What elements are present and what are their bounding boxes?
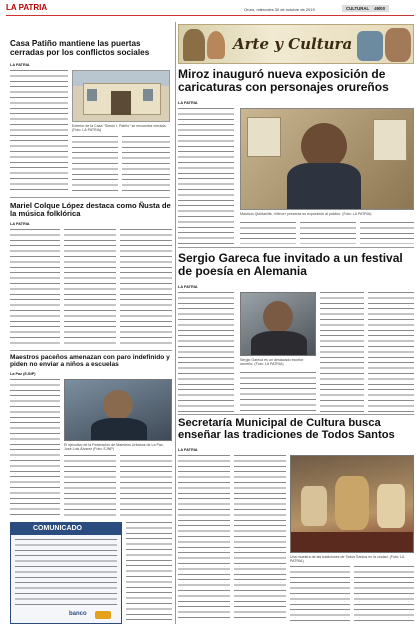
casa-patino-tag: LA PATRIA xyxy=(10,63,30,67)
miroz-text-col4 xyxy=(360,222,414,244)
mariel-text-col3 xyxy=(120,229,172,347)
miroz-tag: LA PATRIA xyxy=(178,101,198,105)
gareca-headline: Sergio Gareca fue invitado a un festival de poesía en Alemania xyxy=(178,251,403,278)
gareca-photo xyxy=(240,292,316,356)
todos-santos-photo xyxy=(290,455,414,553)
comunicado-box xyxy=(10,522,122,624)
mariel-text-col2 xyxy=(64,229,116,347)
section-name: CULTURAL xyxy=(346,6,369,11)
miroz-text-col2 xyxy=(240,222,296,244)
mariel-text-col1 xyxy=(10,229,60,347)
miroz-text-col1b xyxy=(178,216,234,244)
date-line: Oruro, miércoles 30 de octubre de 2019 xyxy=(244,7,315,12)
maestros-text-col4 xyxy=(126,522,172,622)
miroz-text-col1 xyxy=(178,108,234,212)
gareca-text-col4 xyxy=(368,292,414,412)
miroz-headline: Miroz inauguró nueva exposición de caricaturas con personajes orureños xyxy=(178,67,389,94)
todos-santos-text-col4 xyxy=(354,566,414,621)
todos-santos-text-col1 xyxy=(178,455,230,621)
mariel-headline: Mariel Colque López destaca como Ñusta de la música folklórica xyxy=(10,201,171,218)
arte-cultura-title: Arte y Cultura xyxy=(233,35,353,53)
comunicado-title: COMUNICADO xyxy=(33,525,82,532)
maestros-headline: Maestros paceños amenazan con paro indefinido y piden no enviar a niños a escuelas xyxy=(10,354,170,368)
casa-patino-text-col1 xyxy=(10,70,68,194)
section-label xyxy=(342,5,389,12)
comunicado-brand: banco xyxy=(69,611,87,617)
maestros-text-col2 xyxy=(64,455,116,519)
miroz-caption: Mauricio Quintanilla, «Miroz» presenta su exposición al público. (Foto: LA PATRIA) xyxy=(240,212,372,216)
miroz-text-col3 xyxy=(300,222,356,244)
gareca-text-col3 xyxy=(320,292,364,412)
mariel-tag: LA PATRIA xyxy=(10,222,30,226)
miroz-photo xyxy=(240,108,414,210)
todos-santos-text-col3 xyxy=(290,566,350,621)
todos-santos-tag: LA PATRIA xyxy=(178,448,198,452)
casa-patino-caption: Exterior de la Casa "Simón I. Patiño" se encuentra cerrada. (Foto: LA PATRIA) xyxy=(72,124,167,133)
todos-santos-headline: Secretaría Municipal de Cultura busca enseñar las tradiciones de Todos Santos xyxy=(178,417,395,441)
maestros-text-col3 xyxy=(120,455,172,519)
todos-santos-caption: Una muestra de las tradiciones de Todos Santos en la ciudad. (Foto: LA PATRIA) xyxy=(290,555,405,564)
casa-patino-text-col3 xyxy=(122,136,170,194)
todos-santos-text-col2 xyxy=(234,455,286,621)
maestros-text-col1 xyxy=(10,379,60,519)
maestros-tag: La Paz (EJNP) xyxy=(10,372,36,376)
maestros-photo xyxy=(64,379,172,441)
casa-patino-photo xyxy=(72,70,170,122)
page-number: 49/00 xyxy=(374,6,385,11)
arte-cultura-banner xyxy=(178,24,414,64)
masthead xyxy=(6,4,414,16)
gareca-text-col1 xyxy=(178,292,234,412)
casa-patino-headline: Casa Patiño mantiene las puertas cerradas por los conflictos sociales xyxy=(10,39,150,57)
comunicado-logo-icon xyxy=(95,611,111,619)
comunicado-header xyxy=(11,523,121,535)
gareca-caption: Sergio Gareca es un destacado escritor orureño. (Foto: LA PATRIA) xyxy=(240,358,304,367)
casa-patino-text-col2 xyxy=(72,136,118,194)
gareca-tag: LA PATRIA xyxy=(178,285,198,289)
paper-name: LA PATRIA xyxy=(6,3,48,12)
gareca-text-col2 xyxy=(240,372,316,412)
maestros-caption: El ejecutivo de la Federación de Maestros Urbanos de La Paz, José Luis Álvarez (Foto: EJNP) xyxy=(64,443,164,452)
